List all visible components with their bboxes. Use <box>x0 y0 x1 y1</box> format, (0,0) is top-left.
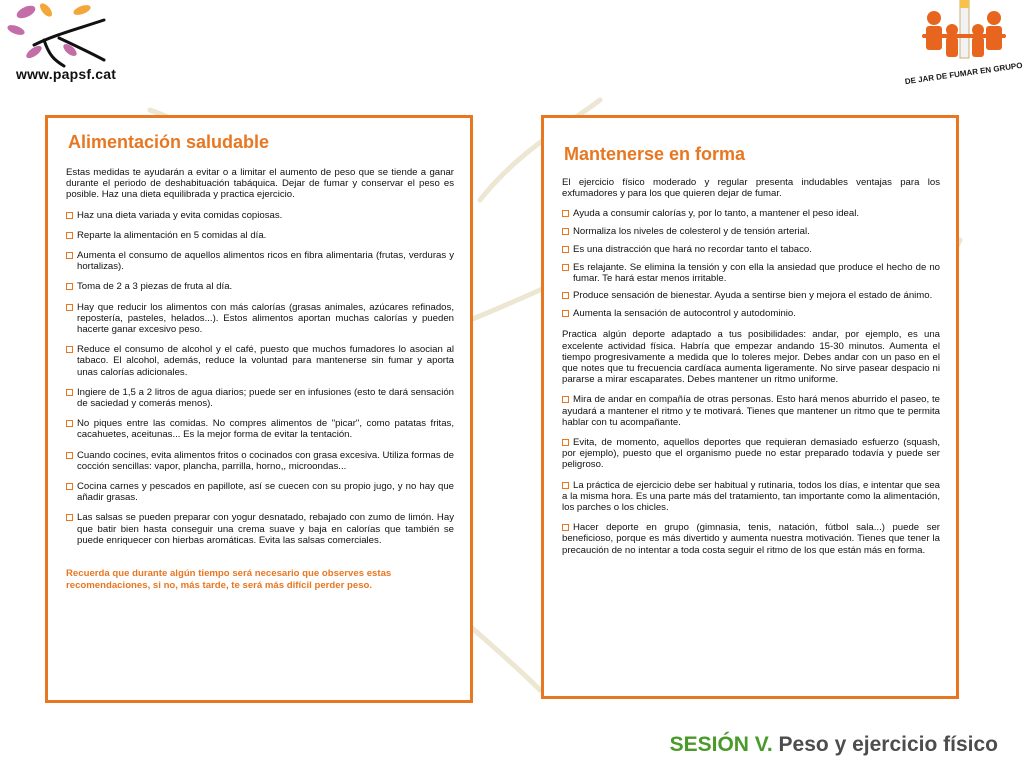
group-logo-text: DE JAR DE FUMAR EN GRUPO <box>904 60 1024 87</box>
checkbox-icon <box>562 482 569 489</box>
list-item: Reduce el consumo de alcohol y el café, puesto que muchos fumadores lo asocian al tabaco. El alcohol, además, reduce la voluntad para mantenerse sin fumar y aporta unas calorías adicionales. <box>66 344 454 378</box>
list-item: No piques entre las comidas. No compres alimentos de "picar", como patatas fritas, cacahuetes, aceitunas... Es la mejor forma de evitar la tentación. <box>66 418 454 440</box>
checkbox-icon <box>66 252 73 259</box>
list-alimentacion <box>66 210 454 546</box>
list-item: Aumenta el consumo de aquellos alimentos ricos en fibra alimentaria (frutas, verduras y hortalizas). <box>66 250 454 272</box>
list-item: Es una distracción que hará no recordar tanto el tabaco. <box>562 244 940 255</box>
list-item: Haz una dieta variada y evita comidas copiosas. <box>66 210 454 221</box>
papsf-flower-logo <box>4 0 114 68</box>
list-item: Hay que reducir los alimentos con más calorías (grasas animales, azúcares refinados, repostería, pasteles, helados...). Estos alimentos aportan muchas calorías y pueden hacerte ganar excesivo peso. <box>66 302 454 336</box>
tip-paragraph: Evita, de momento, aquellos deportes que requieran demasiado esfuerzo (squash, por ejemplo), puesto que el organismo puede no estar preparado todavía y puede ser peligroso. <box>562 436 940 471</box>
session-label: SESIÓN V. <box>669 733 773 756</box>
checkbox-icon <box>66 420 73 427</box>
list-item: Ayuda a consumir calorías y, por lo tanto, a mantener el peso ideal. <box>562 208 940 219</box>
checkbox-icon <box>66 483 73 490</box>
checkbox-icon <box>66 212 73 219</box>
checkbox-icon <box>562 210 569 217</box>
checkbox-icon <box>66 283 73 290</box>
list-item: Ingiere de 1,5 a 2 litros de agua diarios; puede ser en infusiones (esto te dará sensación de saciedad y comerás menos). <box>66 387 454 409</box>
checkbox-icon <box>66 452 73 459</box>
checkbox-icon <box>562 524 569 531</box>
tip-paragraph: Hacer deporte en grupo (gimnasia, tenis, natación, fútbol sala...) puede ser beneficioso, porque es más divertido y aumenta nuestra motivación. Tienes que tener la precaución de no intentar a toda costa seguir el ritmo de los que están más en forma. <box>562 522 940 556</box>
list-item: Reparte la alimentación en 5 comidas al día. <box>66 230 454 241</box>
checkbox-icon <box>562 228 569 235</box>
tip-paragraph: Mira de andar en compañía de otras personas. Esto hará menos aburrido el paseo, te ayudará a mantener el ritmo y te motivará. Tienes que mantener un ritmo que te permita hablar con tu acompañante. <box>562 394 940 428</box>
list-forma <box>562 208 940 319</box>
checkbox-icon <box>66 232 73 239</box>
walking-paragraph: Practica algún deporte adaptado a tus posibilidades: andar, por ejemplo, es una excelente actividad física. Habría que empezar andando 15-30 minutos. Aumenta el tiempo progresivamente a medida que lo toleres mejor. Debes andar con un paso en el que notes que tu frecuencia cardíaca aumenta ligeramente. No sirve pasear despacio ni pararse a mirar escaparates. Debes mantener un ritmo uniforme. <box>562 329 940 386</box>
list-item: Normaliza los niveles de colesterol y de tensión arterial. <box>562 226 940 237</box>
panel-title-forma: Mantenerse en forma <box>564 144 746 164</box>
list-item: Es relajante. Se elimina la tensión y con ella la ansiedad que produce el hecho de no fumar. Te hará estar menos irritable. <box>562 262 940 284</box>
checkbox-icon <box>562 396 569 403</box>
checkbox-icon <box>562 439 569 446</box>
checkbox-icon <box>66 389 73 396</box>
session-topic: Peso y ejercicio físico <box>778 733 998 756</box>
panel-alimentacion <box>45 115 473 703</box>
list-item: Cocina carnes y pescados en papillote, así se cuecen con su propio jugo, y no hay que añadir grasas. <box>66 481 454 503</box>
checkbox-icon <box>66 514 73 521</box>
reminder-note: Recuerda que durante algún tiempo será necesario que observes estas recomendaciones, si no, más tarde, te será más difícil perder peso. <box>66 568 392 592</box>
list-item: Cuando cocines, evita alimentos fritos o cocinados con grasa excesiva. Utiliza formas de cocción sencillas: vapor, plancha, parrilla, horno,, microondas... <box>66 450 454 472</box>
checkbox-icon <box>66 304 73 311</box>
quit-smoking-group-logo <box>904 0 1024 92</box>
checkbox-icon <box>66 346 73 353</box>
checkbox-icon <box>562 292 569 299</box>
panel-title-alimentacion: Alimentación saludable <box>68 132 270 152</box>
session-footer <box>670 733 998 757</box>
checkbox-icon <box>562 310 569 317</box>
list-item: Produce sensación de bienestar. Ayuda a sentirse bien y mejora el estado de ánimo. <box>562 290 940 301</box>
intro-alimentacion: Estas medidas te ayudarán a evitar o a limitar el aumento de peso que se tiende a ganar durante el periodo de deshabituación tabáquica. Dejar de fumar y conservar el peso es posible. Haz una dieta equilibrada y practica ejercicio. <box>66 167 454 201</box>
site-url[interactable]: www.papsf.cat <box>16 66 117 82</box>
list-item: Aumenta la sensación de autocontrol y autodominio. <box>562 308 940 319</box>
checkbox-icon <box>562 246 569 253</box>
intro-forma: El ejercicio físico moderado y regular presenta indudables ventajas para los exfumadores y para los que quieren dejar de fumar. <box>562 177 940 200</box>
list-item: Toma de 2 a 3 piezas de fruta al día. <box>66 281 454 292</box>
list-item: Las salsas se pueden preparar con yogur desnatado, rebajado con zumo de limón. Hay que batir bien hasta conseguir una crema suave y baja en calorías que también se puede enriquecer con hierbas aromáticas. Evita las salsas comerciales. <box>66 512 454 546</box>
tip-paragraph: La práctica de ejercicio debe ser habitual y rutinaria, todos los días, e intentar que sea a la misma hora. Es una parte más del tratamiento, tan importante como la alimentación, los parches o los chicles. <box>562 479 940 513</box>
checkbox-icon <box>562 264 569 271</box>
panel-forma <box>541 115 959 699</box>
